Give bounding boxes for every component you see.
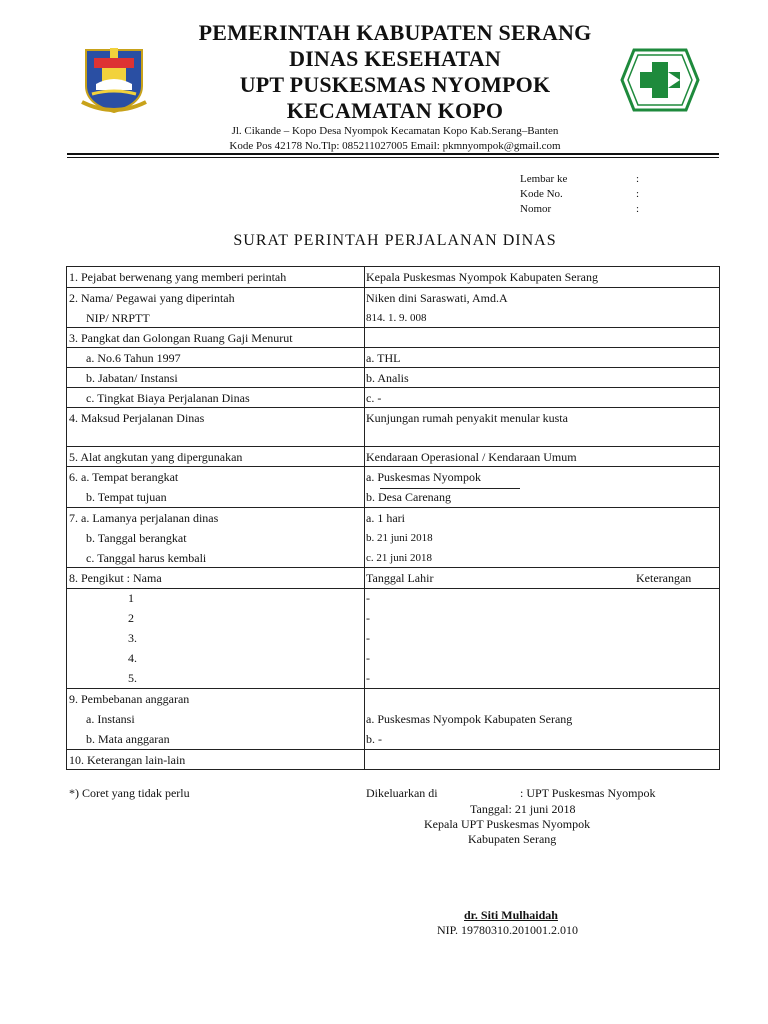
r2-value: Niken dini Saraswati, Amd.A [366,291,508,305]
r2-label: 2. Nama/ Pegawai yang diperintah [69,291,235,305]
r5-label: 5. Alat angkutan yang dipergunakan [69,450,243,464]
header-rule-thin [67,157,719,158]
pengikut-val: - [366,591,370,605]
r3-label: 3. Pangkat dan Golongan Ruang Gaji Menurut [69,331,293,345]
r7a-value: a. 1 hari [366,511,405,525]
r3c-value: c. - [366,391,382,405]
pengikut-num: 5. [128,671,137,685]
r7b-value: b. 21 juni 2018 [366,532,433,544]
meta-nomor-colon: : [636,203,640,215]
header-line-2: DINAS KESEHATAN [289,46,501,71]
r6a-label: 6. a. Tempat berangkat [69,470,179,484]
row-line [66,466,720,467]
meta-lembar [520,172,640,186]
r7b-label: b. Tanggal berangkat [86,531,187,545]
address-line-1: Jl. Cikande – Kopo Desa Nyompok Kecamatan Kopo Kab.Serang–Banten [231,125,559,137]
pengikut-num: 2 [128,611,134,625]
r9a-label: a. Instansi [86,712,135,726]
footer-note: *) Coret yang tidak perlu [69,786,190,800]
row-line [66,287,720,288]
row-line [66,507,720,508]
dikeluarkan-value: : UPT Puskesmas Nyompok [520,786,656,800]
r3b-value: b. Analis [366,371,409,385]
signatory-nip: NIP. 19780310.201001.2.010 [437,923,579,937]
document-title: SURAT PERINTAH PERJALANAN DINAS [233,232,557,249]
header-rule-thick [67,153,719,155]
row-line [66,407,720,408]
r8-tanggal-lahir: Tanggal Lahir [366,571,434,585]
meta-kode [520,187,640,201]
tanggal-terbit: Tanggal: 21 juni 2018 [470,802,576,816]
row-line [66,688,720,689]
r3c-label: c. Tingkat Biaya Perjalanan Dinas [86,391,250,405]
meta-kode-label: Kode No. [520,188,563,200]
header-line-1: PEMERINTAH KABUPATEN SERANG [198,20,592,45]
meta-kode-colon: : [636,188,640,200]
r1-value: Kepala Puskesmas Nyompok Kabupaten Serang [366,270,598,284]
r2b-value: 814. 1. 9. 008 [366,312,427,324]
r1-label: 1. Pejabat berwenang yang memberi perintah [69,270,287,284]
pengikut-num: 1 [128,591,134,605]
jabatan-line-2: Kabupaten Serang [468,832,557,846]
header-line-3: UPT PUSKESMAS NYOMPOK [239,72,551,97]
meta-nomor-label: Nomor [520,203,552,215]
row-line [66,588,720,589]
r4-value: Kunjungan rumah penyakit menular kusta [366,411,568,425]
form-column-divider [364,266,365,770]
r8-keterangan: Keterangan [636,571,692,585]
row-line [66,446,720,447]
jabatan-line-1: Kepala UPT Puskesmas Nyompok [424,817,591,831]
pengikut-num: 4. [128,651,137,665]
r9b-value: b. - [366,732,382,746]
row-line [66,327,720,328]
r4-label: 4. Maksud Perjalanan Dinas [69,411,205,425]
dikeluarkan-label: Dikeluarkan di [366,786,438,800]
row-line [66,367,720,368]
row-line [66,567,720,568]
r7c-value: c. 21 juni 2018 [366,552,432,564]
r3a-value: a. THL [366,351,401,365]
r6b-label: b. Tempat tujuan [86,490,167,504]
r6b-value: b. Desa Carenang [366,490,451,504]
r2b-label: NIP/ NRPTT [86,311,150,325]
pengikut-val: - [366,631,370,645]
r5-value: Kendaraan Operasional / Kendaraan Umum [366,450,577,464]
pengikut-val: - [366,611,370,625]
r7a-label: 7. a. Lamanya perjalanan dinas [69,511,219,525]
r3b-label: b. Jabatan/ Instansi [86,371,178,385]
row-line [66,347,720,348]
header-line-4: KECAMATAN KOPO [286,98,504,123]
r10-label: 10. Keterangan lain-lain [69,753,186,767]
pengikut-num: 3. [128,631,137,645]
signatory-name: dr. Siti Mulhaidah [464,908,558,922]
r9-label: 9. Pembebanan anggaran [69,692,190,706]
meta-nomor [520,202,640,216]
row-line [66,749,720,750]
r9a-value: a. Puskesmas Nyompok Kabupaten Serang [366,712,573,726]
pengikut-val: - [366,671,370,685]
meta-lembar-colon: : [636,173,640,185]
r6a-value: a. Puskesmas Nyompok [366,470,481,484]
r8-label: 8. Pengikut : Nama [69,571,162,585]
r9b-label: b. Mata anggaran [86,732,170,746]
meta-lembar-label: Lembar ke [520,173,568,185]
r7c-label: c. Tanggal harus kembali [86,551,207,565]
r3a-label: a. No.6 Tahun 1997 [86,351,181,365]
pengikut-val: - [366,651,370,665]
row-line [66,387,720,388]
address-line-2: Kode Pos 42178 No.Tlp: 085211027005 Email: pkmnyompok@gmail.com [229,140,561,152]
